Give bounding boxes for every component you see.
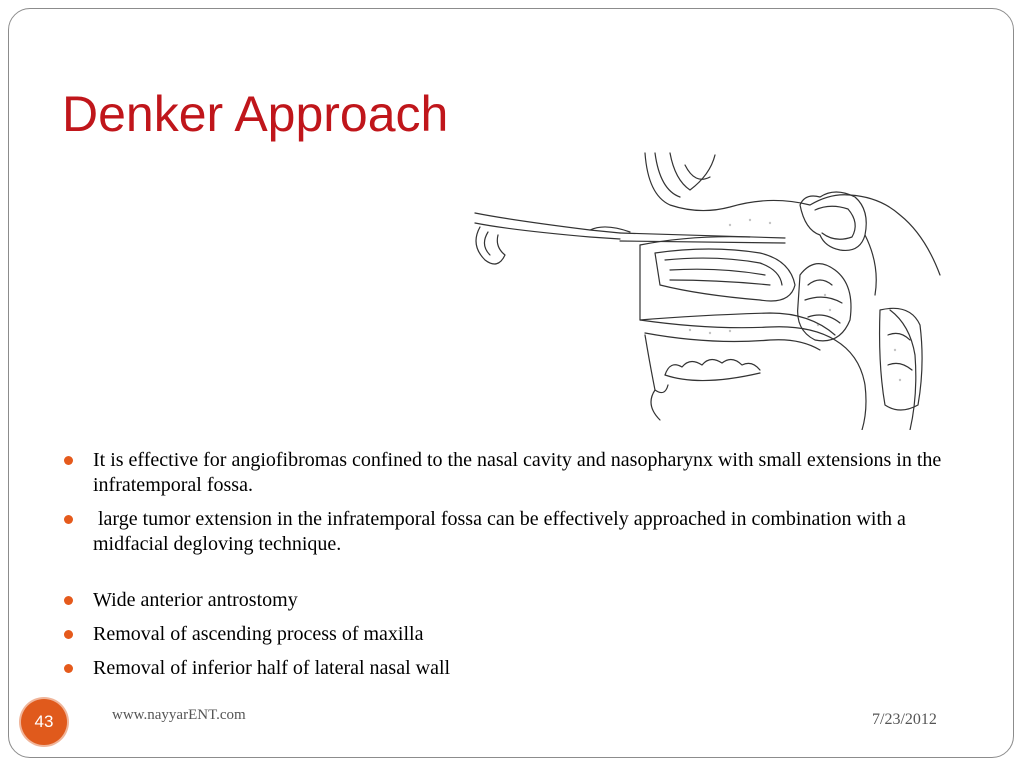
- bullet-dot-icon: [64, 630, 73, 639]
- bullet-item: [62, 507, 962, 557]
- bullet-item: [62, 588, 962, 613]
- bullet-dot-icon: [64, 596, 73, 605]
- bullet-item: [62, 656, 962, 681]
- bullet-dot-icon: [64, 515, 73, 524]
- bullet-item: [62, 622, 962, 647]
- bullet-text: Wide anterior antrostomy: [93, 589, 298, 611]
- bullet-dot-icon: [64, 664, 73, 673]
- bullet-list: [62, 448, 962, 681]
- bullet-item: [62, 448, 962, 498]
- bullet-text: It is effective for angiofibromas confined to the nasal cavity and nasopharynx with small extensions in the infratemporal fossa.: [93, 449, 942, 496]
- bullet-text: Removal of ascending process of maxilla: [93, 623, 424, 645]
- nasal-cavity-illustration-icon: [470, 135, 950, 430]
- footer-date: 7/23/2012: [872, 711, 937, 728]
- bullet-text: large tumor extension in the infratemporal fossa can be effectively approached in combination with a midfacial degloving technique.: [93, 508, 911, 555]
- bullet-dot-icon: [64, 456, 73, 465]
- slide-title: Denker Approach: [62, 86, 449, 142]
- slide-number-badge: 43: [21, 699, 67, 745]
- footer-url: www.nayyarENT.com: [112, 707, 246, 723]
- bullet-text: Removal of inferior half of lateral nasal wall: [93, 657, 451, 679]
